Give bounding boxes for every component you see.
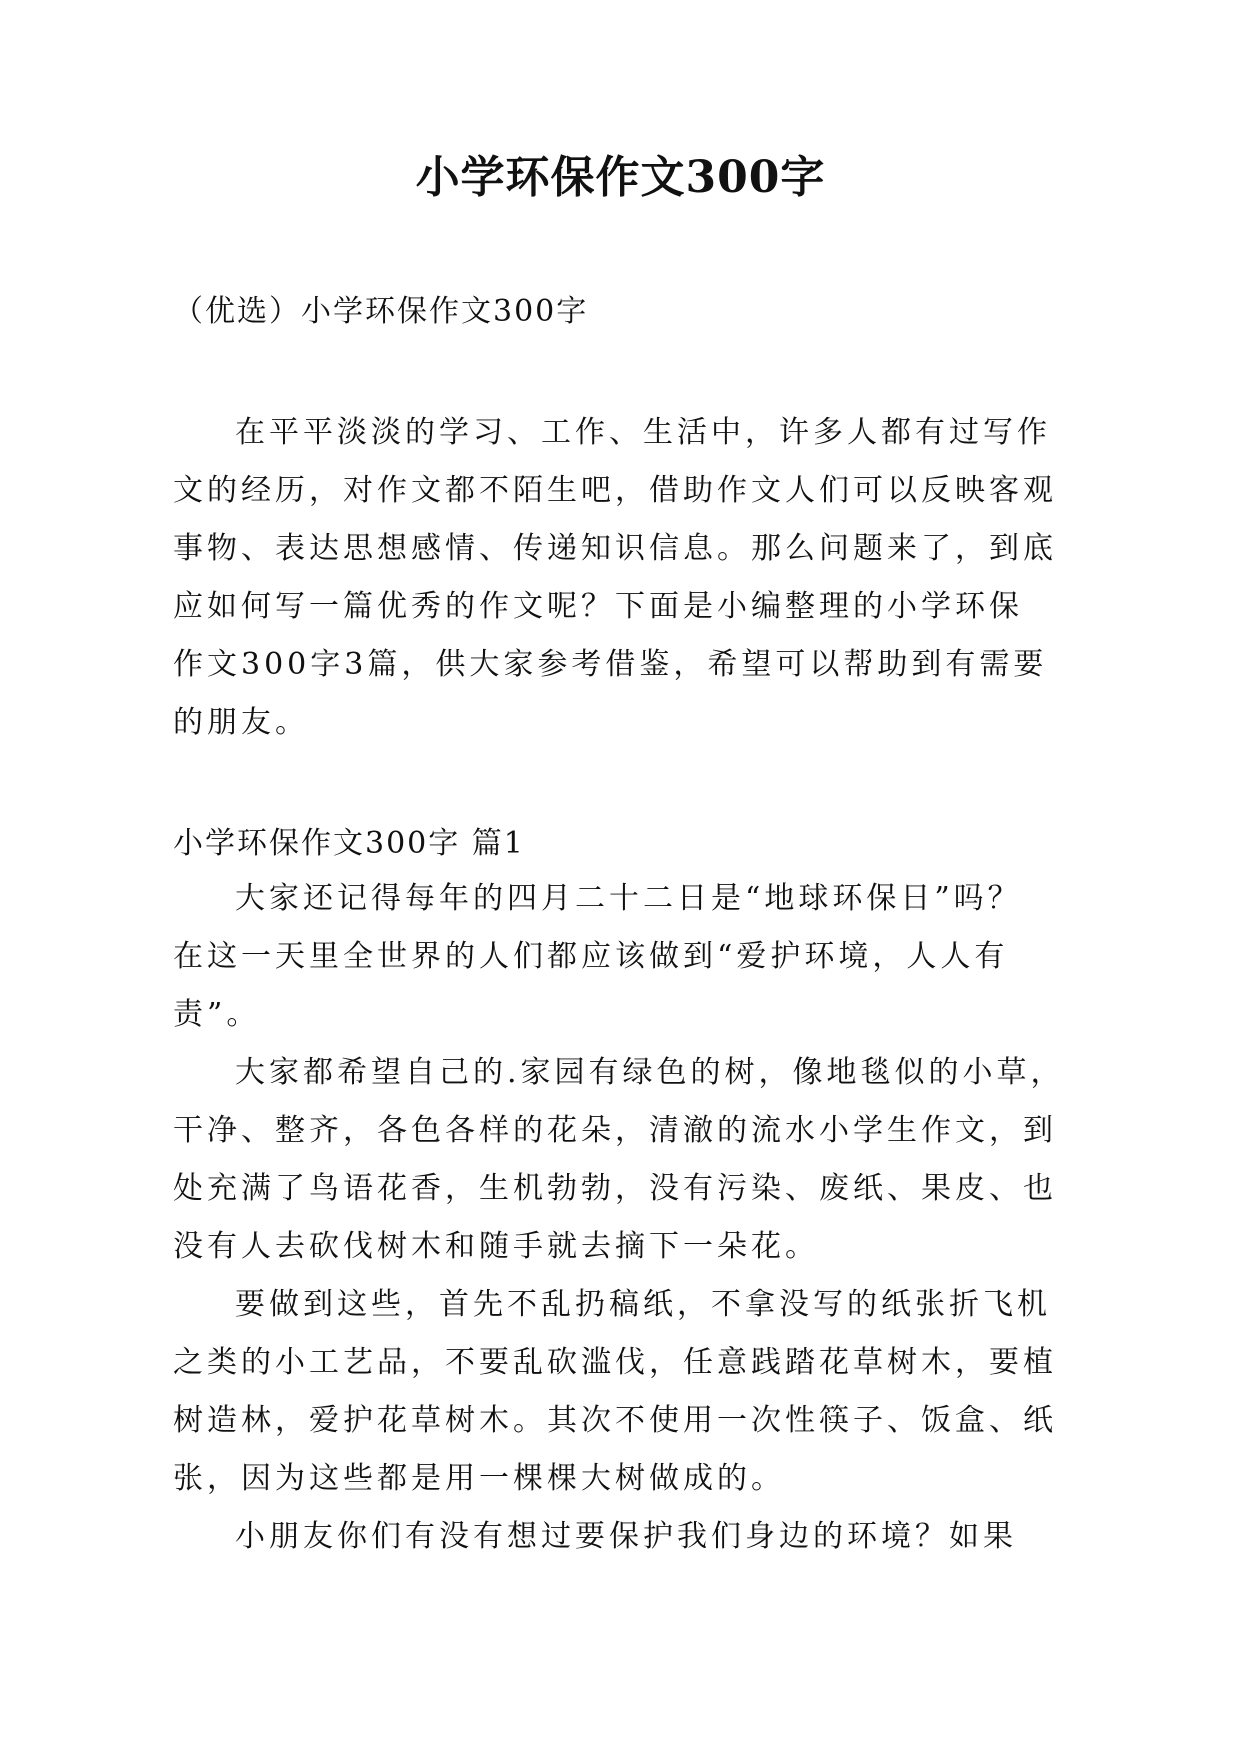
text-line: 大家都希望自己的.家园有绿色的树，像地毯似的小草，	[235, 1055, 1065, 1090]
text-line: 干净、整齐，各色各样的花朵，清澈的流水小学生作文，到	[173, 1113, 1057, 1148]
text-line: 在这一天里全世界的人们都应该做到“爱护环境，人人有	[173, 939, 1009, 974]
section-heading: 小学环保作文300字 篇1	[173, 826, 525, 861]
text-line: 的朋友。	[173, 705, 309, 740]
text-line: 没有人去砍伐树木和随手就去摘下一朵花。	[173, 1229, 819, 1264]
text-line: 张，因为这些都是用一棵棵大树做成的。	[173, 1461, 785, 1496]
document-title: 小学环保作文300字	[415, 152, 826, 203]
section-body	[173, 870, 1063, 1566]
text-line: 作文300字3篇，供大家参考借鉴，希望可以帮助到有需要	[173, 647, 1048, 682]
text-line: 事物、表达思想感情、传递知识信息。那么问题来了，到底	[173, 531, 1057, 566]
text-line: 要做到这些，首先不乱扔稿纸，不拿没写的纸张折飞机	[235, 1287, 1051, 1322]
text-line: 在平平淡淡的学习、工作、生活中，许多人都有过写作	[235, 415, 1051, 450]
text-line: 小朋友你们有没有想过要保护我们身边的环境？如果	[235, 1519, 1017, 1554]
text-line: 责”。	[173, 997, 261, 1032]
text-line: 应如何写一篇优秀的作文呢？下面是小编整理的小学环保	[173, 589, 1023, 624]
text-line: 之类的小工艺品，不要乱砍滥伐，任意践踏花草树木，要植	[173, 1345, 1057, 1380]
text-line: 树造林，爱护花草树木。其次不使用一次性筷子、饭盒、纸	[173, 1403, 1057, 1438]
document-subtitle: （优选）小学环保作文300字	[173, 294, 589, 329]
text-line: 处充满了鸟语花香，生机勃勃，没有污染、废纸、果皮、也	[173, 1171, 1057, 1206]
text-line: 文的经历，对作文都不陌生吧，借助作文人们可以反映客观	[173, 473, 1057, 508]
text-line: 大家还记得每年的四月二十二日是“地球环保日”吗？	[235, 881, 1022, 916]
intro-paragraph	[173, 404, 1063, 752]
